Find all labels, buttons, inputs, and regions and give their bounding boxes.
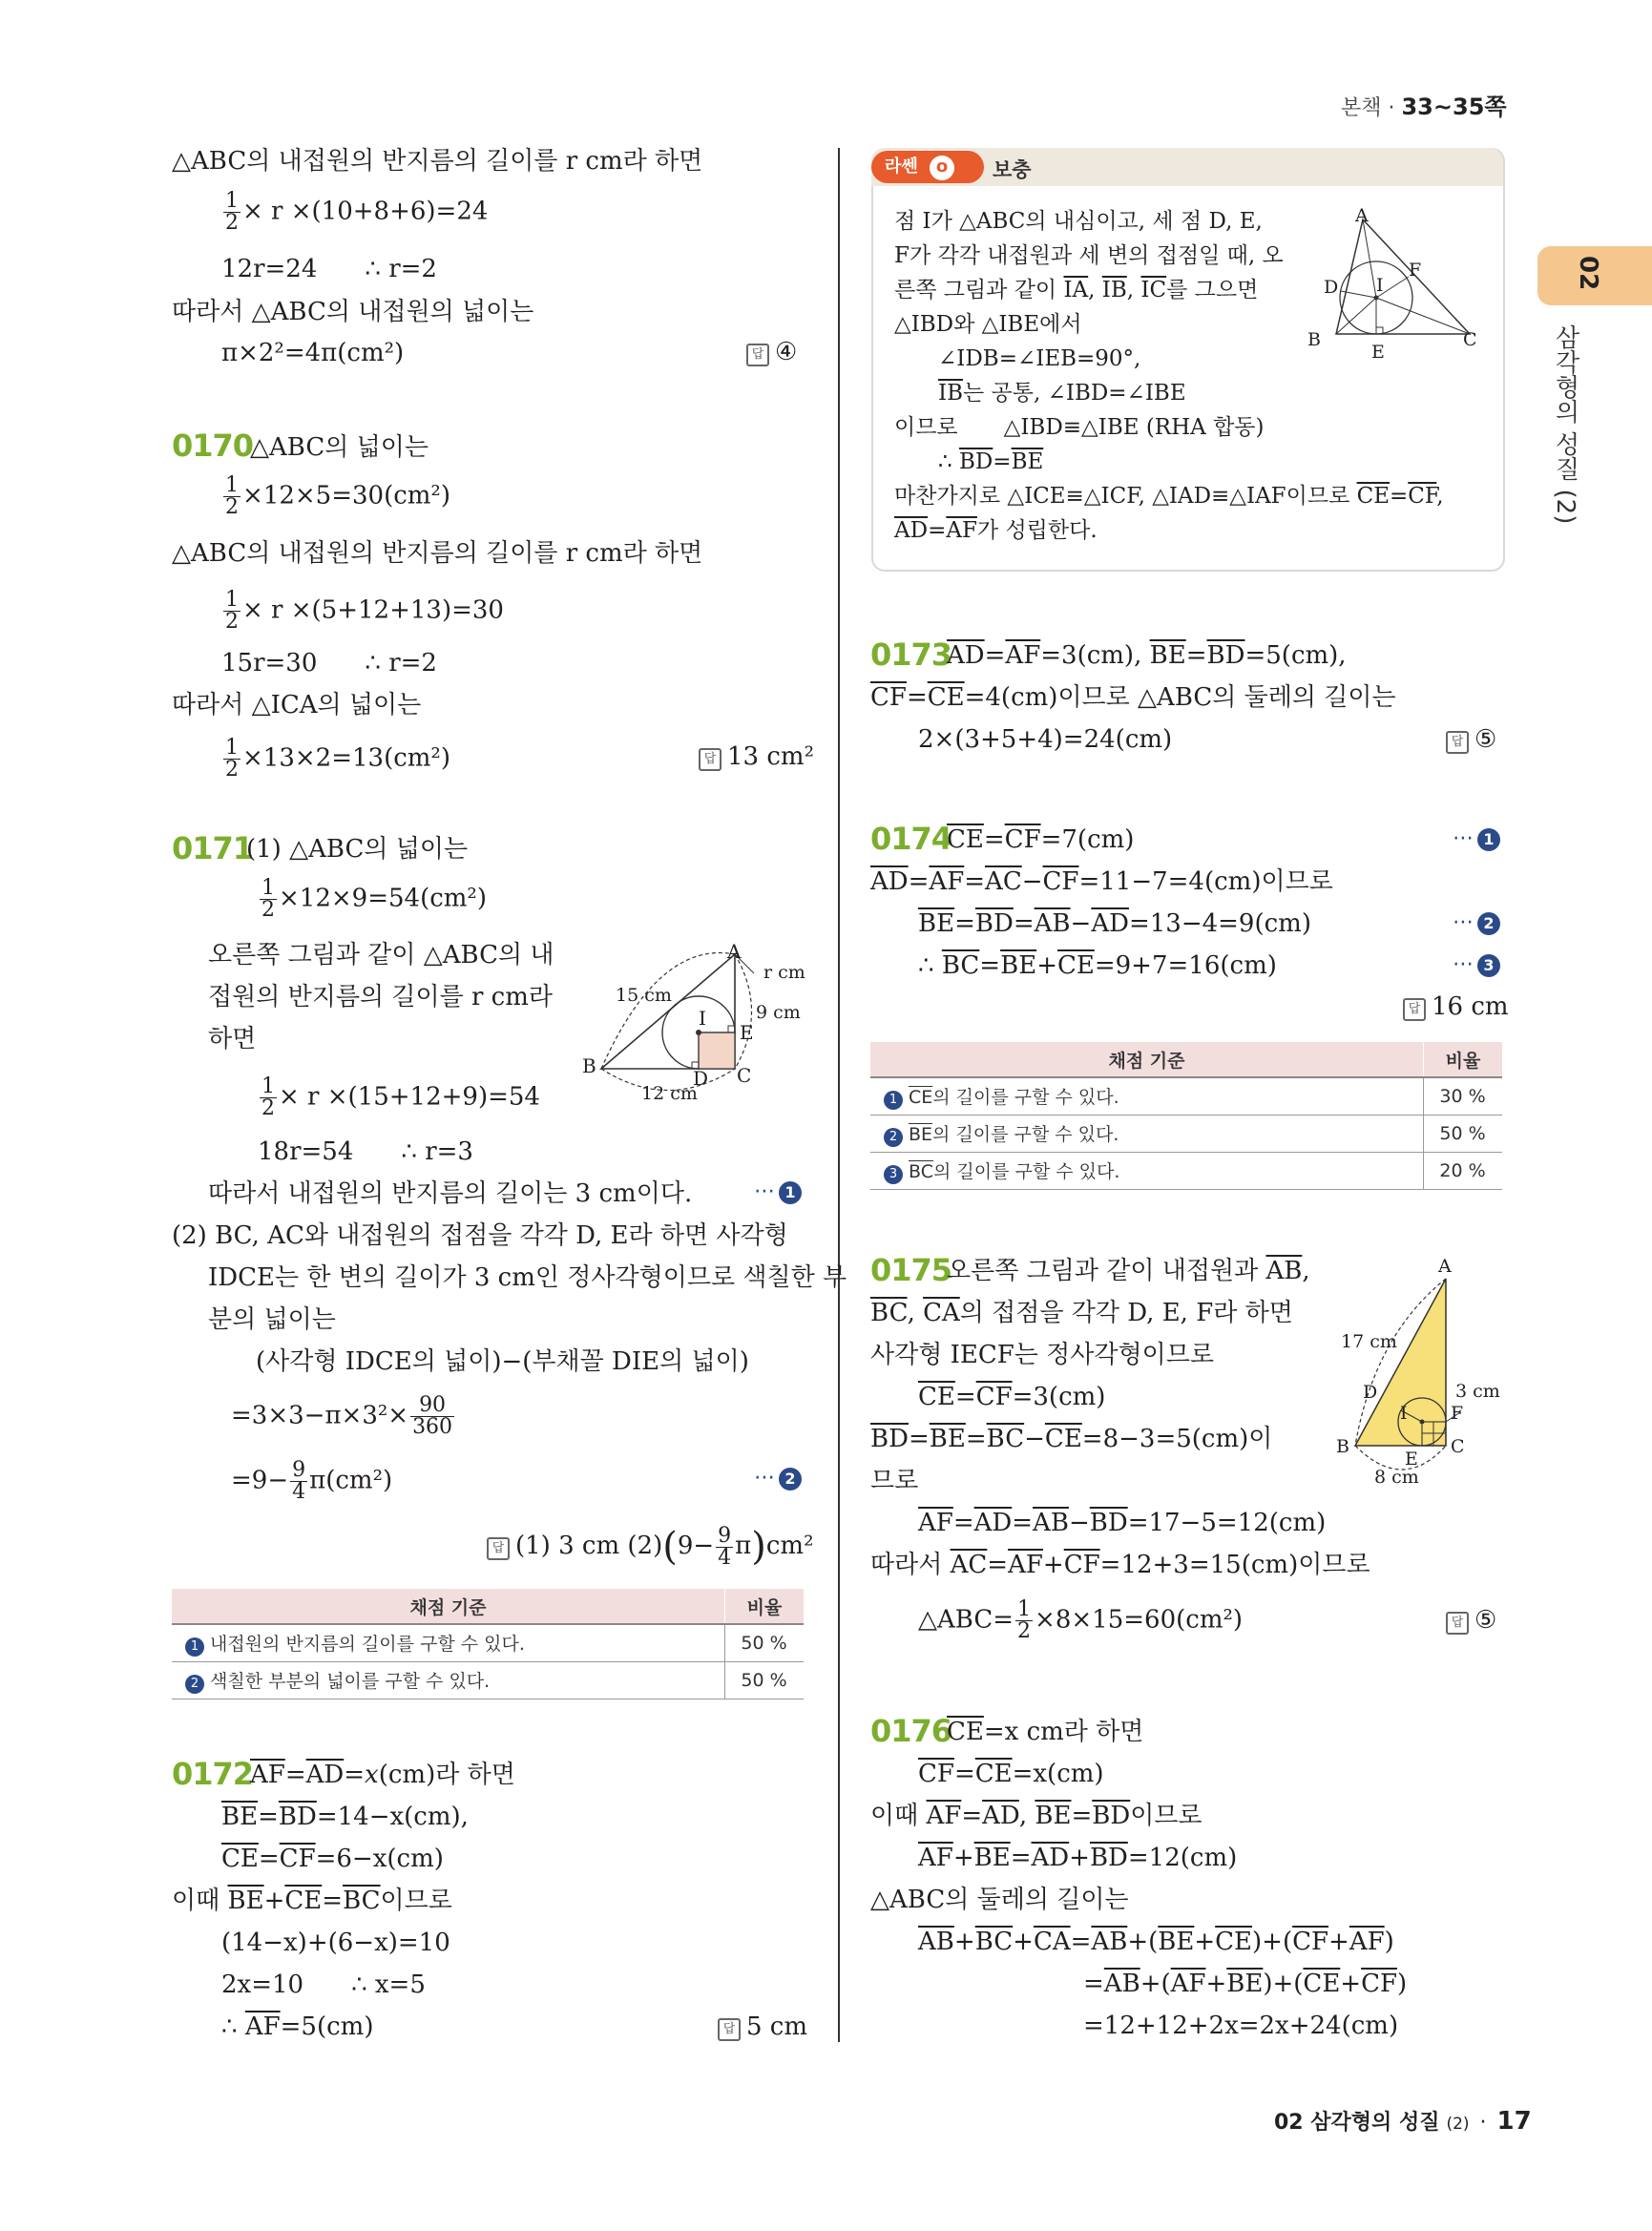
math-expr: =8−3=5(cm)이 (1081, 1425, 1273, 1453)
math-expr: =9+7=16(cm) (1094, 951, 1277, 980)
grading-table-0174 (870, 1042, 1502, 1190)
fig-label: B (582, 1054, 596, 1077)
text-line: 따라서 △ICA의 넓이는 (172, 691, 422, 719)
fig-label: D (693, 1067, 709, 1090)
fig-label: 17 cm (1341, 1331, 1397, 1352)
problem-number: 0176 (870, 1713, 952, 1749)
page-number: 17 (1496, 2107, 1532, 2136)
fig-label: B (1307, 329, 1321, 350)
answer-icon: 답 (746, 344, 769, 366)
grading-table-0171 (172, 1589, 804, 1699)
math-expr: ∴ r=2 (365, 649, 437, 678)
math-expr: 는 공통, ∠IBD=∠IBE (963, 381, 1186, 406)
math-line (231, 1395, 456, 1438)
chapter-tab[interactable] (1537, 246, 1652, 305)
step-marker-2: ⋯ 2 (754, 1466, 802, 1491)
math-line: ∴ $\overline{BC}=\overline{BE}+\overline{CE}=9+7=16(cm)$ (918, 951, 1277, 980)
fraction: $\frac{9}{4}$ (292, 1458, 306, 1504)
supplement-tag-dot: o (930, 156, 954, 180)
text-line: △ABC의 둘레의 길이는 (870, 1886, 1129, 1914)
text-line: F가 각각 내접원과 세 변의 접점일 때, 오 (894, 243, 1284, 268)
math-expr: 마찬가지로 △ICE≡△ICF, △IAD≡△IAF이므로 (894, 484, 1350, 509)
criteria-ratio: 20 % (1424, 1153, 1503, 1190)
text-line: 따라서 내접원의 반지름의 길이는 3 cm이다. (208, 1179, 693, 1208)
math-expr: ∴ r=2 (365, 255, 437, 283)
math-expr: 따라서 (870, 1551, 943, 1579)
problem-number: 0170 (172, 427, 254, 464)
fig-label: 8 cm (1374, 1467, 1419, 1488)
page-header (1341, 88, 1507, 121)
step-marker-1: ⋯ 1 (754, 1179, 802, 1204)
text-line: △ABC의 내접원의 반지름의 길이를 r cm라 하면 (172, 147, 703, 176)
text-line: △ABC의 내접원의 반지름의 길이를 r cm라 하면 (172, 539, 703, 568)
fig-label: B (1336, 1436, 1349, 1457)
math-expr: =x cm라 하면 (983, 1718, 1144, 1746)
step-marker-1: ⋯ 1 (1453, 826, 1500, 851)
answer-value: ④ (775, 338, 798, 366)
fig-label: I (699, 1007, 706, 1030)
answer-icon: 답 (699, 748, 721, 771)
criteria-segment: $\overline{CE}$ (909, 1087, 933, 1108)
fig-label: A (1355, 205, 1369, 226)
math-expr: =3(cm), (1040, 641, 1142, 670)
fraction-half: $\frac{1}{2}$ (225, 473, 239, 519)
math-expr: π(cm²) (309, 1466, 393, 1495)
math-line: $\overline{CF}=\overline{CE}=4(cm)$이므로 △ABC의 둘레의 길이는 (870, 683, 1396, 712)
math-expr: =11−7=4(cm)이므로 (1078, 867, 1333, 896)
math-expr: (cm)라 하면 (378, 1761, 515, 1789)
math-expr: =3×3−π×3²× (231, 1401, 409, 1430)
math-expr: △ABC= (918, 1605, 1014, 1635)
math-line: $\overline{CE}=\overline{CF}=6-x(cm)$ (221, 1845, 444, 1873)
grading-header-criteria: 채점 기준 (172, 1589, 725, 1624)
math-line (221, 647, 437, 679)
math-expr: ×12×5=30(cm²) (242, 481, 450, 511)
math-expr: 2x=10 (221, 1970, 304, 1999)
text-line: IDCE는 한 변의 길이가 3 cm인 정사각형이므로 색칠한 부 (208, 1263, 847, 1292)
chapter-tab-number: 02 (1574, 256, 1602, 291)
answer-icon: 답 (718, 2018, 741, 2041)
math-expr: =17−5=12(cm) (1127, 1509, 1327, 1537)
math-expr: =3(cm) (1012, 1383, 1106, 1411)
math-line: $\overline{BD}=\overline{BE}=\overline{BC}-\overline{CE}=8-3=5(cm)$이 (870, 1425, 1273, 1453)
math-line (221, 738, 450, 781)
math-line: $\overline{AD}=\overline{AF}$가 성립한다. (894, 518, 1098, 543)
problem-number: 0172 (172, 1756, 254, 1792)
math-expr: ∴ r=3 (401, 1137, 473, 1166)
column-divider (838, 148, 840, 2042)
answer-value: ⑤ (1474, 725, 1497, 754)
problem-number: 0171 (172, 830, 254, 866)
math-expr: =12(cm) (1127, 1844, 1238, 1872)
text-line: 접원의 반지름의 길이를 r cm라 (208, 983, 553, 1011)
math-line (894, 411, 1265, 444)
answer-icon: 답 (487, 1537, 510, 1560)
math-expr: 른쪽 그림과 같이 (894, 278, 1057, 302)
math-line: $=\overline{AB}+(\overline{AF}+\overline{BE})+(\overline{CE}+\overline{CF})$ (1083, 1970, 1408, 1998)
fig-label: D (1324, 277, 1339, 298)
text-line: 하면 (208, 1025, 257, 1053)
fraction-half: $\frac{1}{2}$ (1017, 1597, 1032, 1643)
step-marker-2: ⋯ 2 (1453, 910, 1500, 935)
answer (699, 742, 814, 771)
math-line (258, 878, 487, 921)
fig-label: C (737, 1064, 752, 1087)
math-expr: ∴ (938, 449, 952, 474)
math-expr: 이므로 (894, 415, 958, 440)
math-line (221, 590, 504, 633)
math-expr: =9− (231, 1466, 289, 1495)
math-line: $\overline{CE}=\overline{CF}=7(cm)$ (947, 825, 1135, 854)
header-book: 본책 · (1341, 96, 1402, 120)
math-line (231, 1460, 392, 1503)
math-line: $\overline{AF}+\overline{BE}=\overline{AD}+\overline{BD}=12(cm)$ (918, 1844, 1238, 1872)
answer (1403, 992, 1509, 1021)
header-pages: 33~35쪽 (1401, 94, 1507, 120)
text-line: (2) BC, AC와 내접원의 접점을 각각 D, E라 하면 사각형 (172, 1221, 788, 1250)
math-expr: ×13×2=13(cm²) (242, 743, 450, 773)
criteria-number: 1 (884, 1091, 903, 1110)
answer (746, 338, 797, 366)
fig-label: r cm (763, 962, 805, 983)
footer-chapter: 02 삼각형의 성질 (1274, 2111, 1440, 2135)
fraction: $\frac{9}{4}$ (718, 1523, 732, 1570)
problem-number: 0174 (870, 821, 952, 857)
math-line: 이때 $\overline{AF}=\overline{AD}$, $\overline{BE}=\overline{BD}$이므로 (870, 1802, 1202, 1830)
fig-label: 9 cm (756, 1002, 801, 1023)
table-row (172, 1624, 804, 1662)
fig-label: C (1451, 1436, 1465, 1457)
criteria-text: 의 길이를 구할 수 있다. (932, 1087, 1119, 1108)
math-line: $\overline{BE}=\overline{BD}=\overline{AB}-\overline{AD}=13-4=9(cm)$ (918, 909, 1311, 938)
criteria-ratio: 50 % (1424, 1116, 1503, 1153)
math-expr: 가 성립한다. (976, 518, 1098, 543)
math-line (221, 1969, 426, 2001)
criteria-number: 1 (185, 1637, 204, 1657)
text-line: 점 I가 △ABC의 내심이고, 세 점 D, E, (894, 209, 1263, 234)
fraction: $\frac{90}{360}$ (412, 1393, 453, 1439)
math-line: ∴ $\overline{AF}=5(cm)$ (221, 2012, 374, 2041)
table-row (870, 1153, 1502, 1190)
criteria-number: 2 (185, 1675, 204, 1694)
math-line: 른쪽 그림과 같이 $\overline{IA}$, $\overline{IB}$, $\overline{IC}$를 그으면 (894, 278, 1259, 302)
math-expr: =x(cm) (1012, 1760, 1104, 1788)
figure-incenter-triangle (1317, 210, 1479, 353)
fig-label: F (1409, 260, 1422, 281)
answer-icon: 답 (1446, 731, 1469, 754)
fig-label: 3 cm (1455, 1381, 1500, 1402)
math-expr: 18r=54 (258, 1137, 354, 1166)
grading-header-ratio: 비율 (1424, 1042, 1503, 1077)
fig-label: E (740, 1021, 754, 1044)
math-line: ∴ $\overline{BD}=\overline{BE}$ (938, 449, 1044, 474)
grading-header-criteria: 채점 기준 (870, 1042, 1424, 1077)
text-line: 므로 (870, 1467, 919, 1495)
criteria-number: 2 (884, 1128, 903, 1147)
step-marker-3: ⋯ 3 (1453, 952, 1500, 977)
fraction-half: $\frac{1}{2}$ (261, 1074, 275, 1120)
fig-label: D (1363, 1382, 1378, 1403)
problem-number: 0175 (870, 1252, 952, 1288)
math-expr: 이므로 (1130, 1802, 1202, 1830)
math-line: $\overline{AD}=\overline{AF}=3(cm)$, $\overline{BE}=\overline{BD}=5(cm)$, (947, 641, 1347, 670)
fig-label: 15 cm (616, 985, 672, 1006)
criteria-ratio: 50 % (725, 1662, 805, 1699)
footer-sep: · (1479, 2111, 1487, 2135)
math-line (918, 1599, 1243, 1642)
page-footer (1274, 2106, 1532, 2136)
math-line: $\overline{BC}$, $\overline{CA}$의 접점을 각각 D, E, F라 하면 (870, 1299, 1293, 1327)
math-line: $\overline{CE}=\overline{CF}=3(cm)$ (918, 1383, 1106, 1411)
math-line: $\overline{AF}=\overline{AD}=\overline{AB}-\overline{BD}=17-5=12(cm)$ (918, 1509, 1327, 1537)
table-row (172, 1662, 804, 1699)
math-expr: × r ×(15+12+9)=54 (279, 1082, 540, 1112)
math-expr: △IBD≡△IBE (RHA 합동) (1003, 415, 1265, 440)
criteria-segment: $\overline{BE}$ (909, 1124, 933, 1145)
answer: 답 (1) 3 cm (2)(9− $\frac{9}{4}$ π)cm² (487, 1525, 814, 1569)
criteria-text: 내접원의 반지름의 길이를 구할 수 있다. (210, 1634, 525, 1655)
fraction-half: $\frac{1}{2}$ (261, 876, 275, 922)
math-line: $\overline{IB}$는 공통, ∠IBD=∠IBE (938, 381, 1186, 406)
math-line: 따라서 $\overline{AC}=\overline{AF}+\overline{CF}=12+3=15(cm)$이므로 (870, 1551, 1370, 1579)
math-line: $\overline{AF}=\overline{AD}=x(cm)$라 하면 (250, 1761, 515, 1789)
criteria-number: 3 (884, 1165, 903, 1184)
criteria-text: 의 길이를 구할 수 있다. (932, 1124, 1119, 1145)
math-expr: 15r=30 (221, 649, 318, 678)
text-line: △ABC의 넓이는 (250, 433, 429, 462)
text-line: 따라서 △ABC의 내접원의 넓이는 (172, 298, 534, 326)
answer-value: ⑤ (1474, 1606, 1497, 1635)
criteria-text: 색칠한 부분의 넓이를 구할 수 있다. (210, 1671, 491, 1692)
math-expr: 를 그으면 (1166, 278, 1259, 302)
math-line: (14−x)+(6−x)=10 (221, 1929, 450, 1957)
fig-label: E (1371, 342, 1385, 363)
criteria-ratio: 30 % (1424, 1077, 1503, 1116)
math-expr: 이때 (870, 1802, 919, 1830)
math-expr: ∴ x=5 (351, 1970, 426, 1999)
text-line: △IBD와 △IBE에서 (894, 312, 1082, 337)
answer-value: (1) 3 cm (2) (515, 1532, 663, 1560)
text-line: 사각형 IECF는 정사각형이므로 (870, 1341, 1214, 1369)
table-row (870, 1077, 1502, 1116)
chapter-tab-title: 삼각형의 성질 (2) (1551, 324, 1579, 525)
fig-label: I (1400, 1403, 1408, 1424)
text-line: (1) △ABC의 넓이는 (246, 835, 469, 864)
fig-label: I (1376, 275, 1384, 296)
math-line (221, 475, 450, 518)
math-line (221, 253, 437, 285)
answer (718, 2012, 807, 2041)
fraction-half: $\frac{1}{2}$ (225, 736, 239, 782)
fig-label: A (1438, 1256, 1452, 1277)
math-expr: =13−4=9(cm) (1128, 909, 1311, 938)
math-line: 이때 $\overline{BE}+\overline{CE}=\overline{BC}$이므로 (172, 1887, 452, 1915)
math-expr: × r ×(10+8+6)=24 (242, 197, 489, 226)
answer-icon: 답 (1446, 1612, 1469, 1635)
criteria-text: 의 길이를 구할 수 있다. (932, 1161, 1120, 1182)
fig-label: F (1451, 1403, 1464, 1424)
text-line: 분의 넓이는 (208, 1305, 336, 1334)
footer-sub: (2) (1446, 2115, 1470, 2134)
supplement-tag (871, 151, 984, 183)
math-line: $\overline{AB}+\overline{BC}+\overline{CA}=\overline{AB}+(\overline{BE}+\overline{CE})+(\overline{CF}+\overline{AF})$ (918, 1928, 1394, 1956)
supplement-title: 보충 (993, 158, 1032, 181)
math-line: $\overline{CF}=\overline{CE}=x(cm)$ (918, 1760, 1104, 1788)
math-expr: 오른쪽 그림과 같이 내접원과 (947, 1257, 1259, 1285)
answer-unit: cm² (765, 1532, 814, 1560)
math-expr: =6−x(cm) (315, 1845, 444, 1873)
math-expr: ×12×9=54(cm²) (279, 884, 487, 913)
text-line: 오른쪽 그림과 같이 △ABC의 내 (208, 941, 554, 970)
math-line (258, 1076, 540, 1119)
answer-value: 5 cm (746, 2012, 808, 2041)
math-expr: 12r=24 (221, 255, 318, 283)
text-line: (사각형 IDCE의 넓이)−(부채꼴 DIE의 넓이) (256, 1347, 749, 1376)
fig-label: E (1405, 1449, 1418, 1470)
math-line: 오른쪽 그림과 같이 내접원과 $\overline{AB}$, (947, 1257, 1310, 1285)
answer-icon: 답 (1403, 998, 1426, 1021)
math-line: $\overline{AD}=\overline{AF}=\overline{AC}-\overline{CF}=11-7=4(cm)$이므로 (870, 867, 1333, 896)
fraction-half: $\frac{1}{2}$ (225, 588, 239, 634)
math-expr: 의 접점을 각각 D, E, F라 하면 (959, 1299, 1293, 1327)
math-expr: =5(cm), (1244, 641, 1347, 670)
math-line: $\overline{BE}=\overline{BD}=14-x(cm)$, (221, 1803, 469, 1831)
criteria-ratio: 50 % (725, 1624, 805, 1662)
math-expr: =7(cm) (1040, 825, 1135, 854)
answer (1446, 1606, 1496, 1635)
supplement-tag-text: 라쎈 (885, 156, 918, 177)
grading-header-ratio: 비율 (725, 1589, 805, 1624)
math-expr: =14−x(cm), (316, 1803, 469, 1831)
math-line: $\overline{CE}=x$ cm라 하면 (947, 1718, 1144, 1746)
answer-value: 16 cm (1432, 992, 1509, 1021)
fig-label: A (727, 940, 742, 963)
table-row (870, 1116, 1502, 1153)
math-line (221, 191, 488, 234)
math-expr: =5(cm) (280, 2012, 374, 2041)
math-line: ∠IDB=∠IEB=90°, (938, 346, 1141, 371)
math-line: =12+12+2x=2x+24(cm) (1083, 2012, 1399, 2040)
fig-label: 12 cm (641, 1083, 698, 1104)
math-line: 마찬가지로 △ICE≡△ICF, △IAD≡△IAF이므로 $\overline{CE}=\overline{CF}$, (894, 484, 1444, 509)
fraction-half: $\frac{1}{2}$ (225, 189, 239, 235)
math-line (258, 1136, 473, 1168)
math-line: 2×(3+5+4)=24(cm) (918, 725, 1173, 754)
math-expr: =12+3=15(cm)이므로 (1099, 1551, 1370, 1579)
math-line: π×2²=4π(cm²) (221, 339, 405, 367)
math-expr: ×8×15=60(cm²) (1035, 1605, 1244, 1635)
math-expr: × r ×(5+12+13)=30 (242, 595, 504, 625)
criteria-segment: $\overline{BC}$ (909, 1161, 933, 1182)
math-expr: =4(cm)이므로 △ABC의 둘레의 길이는 (964, 683, 1396, 712)
answer-value: 13 cm² (727, 742, 814, 771)
math-expr: 이므로 (380, 1887, 452, 1915)
answer (1446, 725, 1496, 754)
fig-label: C (1463, 329, 1477, 350)
problem-number: 0173 (870, 636, 952, 673)
